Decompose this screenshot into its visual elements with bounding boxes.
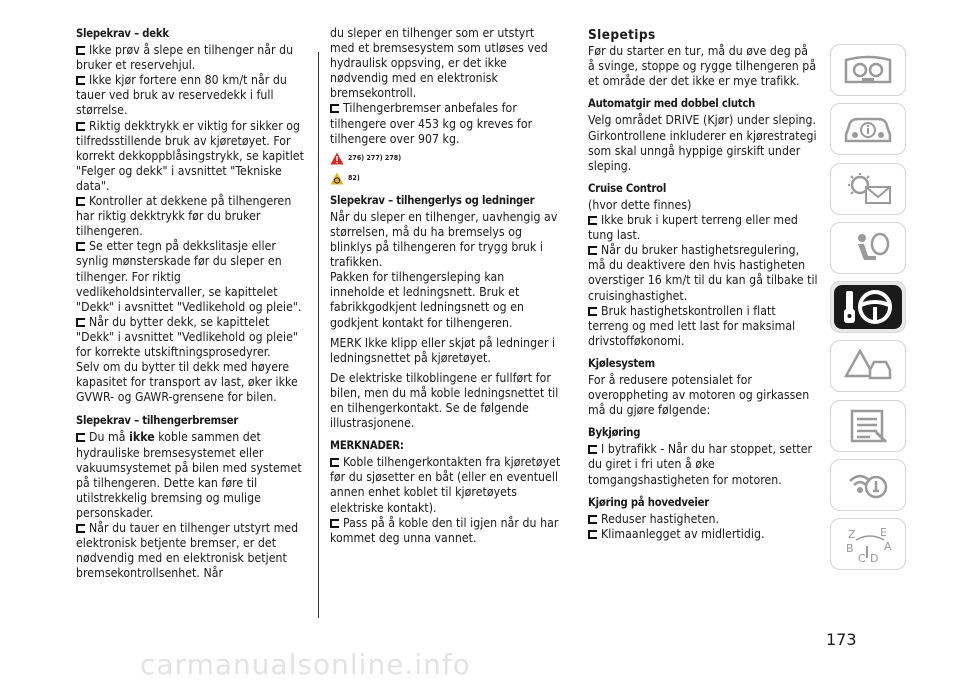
paragraph: Pakken for tilhengersleping kan inneholde et ledningsnett. Bruk et fabrikkgodkjent ledningsnett og en godkjent kontakt for tilhengeren. (330, 270, 524, 330)
page-number: 173 (826, 630, 857, 649)
page-title: Slepetips (588, 27, 656, 43)
bullet-item: Pass på å koble den til igjen når du har kommet deg unna vannet. (330, 515, 559, 545)
tab-maintenance[interactable] (830, 400, 906, 452)
paragraph: Før du starter en tur, må du øve deg på å svinge, stoppe og rygge tilhengeren på et område der det ikke er mye trafikk. (588, 44, 817, 89)
multimedia-wireless-icon (840, 467, 896, 503)
key-steering-wheel-icon (840, 287, 896, 327)
warning-triangle-car-icon (840, 348, 896, 384)
bullet-item: Bruk hastighetskontrollen i flatt terreng og med lett last for maksimal drivstofføkonomi. (588, 303, 796, 348)
bullet-icon (588, 445, 597, 454)
section-heading: Kjølesystem (588, 356, 655, 370)
tab-emergency[interactable] (830, 340, 906, 392)
paragraph: MERK Ikke klipp eller skjøt på ledninger i ledningsnettet på kjøretøyet. (330, 335, 556, 365)
paragraph: De elektriske tilkoblingene er fullført for bilen, men du må koble ledningsnettet til en tilhengerkontakt. Se de følgende illustrasjonene. (330, 370, 559, 431)
section-heading: Bykjøring (588, 426, 641, 440)
bullet-icon (330, 104, 339, 113)
bullet-icon (76, 433, 85, 442)
bullet-icon (76, 46, 85, 55)
column-1 (76, 26, 304, 581)
caution-triangle-icon (330, 172, 344, 185)
bullet-icon (588, 515, 597, 524)
bullet-icon (588, 530, 597, 539)
column-3 (588, 28, 818, 542)
caution-reference: 82) (330, 171, 562, 187)
tab-index[interactable] (830, 518, 906, 570)
danger-triangle-icon (330, 152, 344, 165)
watermark-text: carmanualsonline.info (140, 648, 471, 681)
bullet-item: Reduser hastigheten. (588, 512, 818, 527)
bullet-item: Riktig dekktrykk er viktig for sikker og tilfredsstillende bruk av kjøretøyet. For korrekt dekkoppblåsingstrykk, se kapitlet "Felger og dekk" i avsnittet "Tekniske data". (76, 118, 304, 193)
bullet-icon (76, 122, 85, 131)
car-info-icon (840, 111, 896, 147)
bullet-item: Når du tauer en tilhenger utstyrt med elektronisk betjente bremser, er det nødvendig med en elektronisk betjent bremsekontrollsenhet. Når (76, 521, 299, 581)
section-heading: Slepekrav – tilhengerbremser (76, 414, 239, 428)
section-heading: Automatgir med dobbel clutch (588, 97, 756, 111)
bullet-icon (76, 318, 85, 327)
dashboard-icon (840, 52, 896, 88)
bullet-item: Når du bytter dekk, se kapittelet "Dekk" i avsnittet "Vedlikehold og pleie" for korrekte utskiftningsprosedyrer. (76, 314, 299, 359)
tab-car-info[interactable] (830, 103, 906, 155)
tab-safety[interactable] (830, 222, 906, 274)
svg-text:Z: Z (848, 528, 856, 542)
svg-text:D: D (870, 552, 879, 565)
bullet-item: Du må ikke koble sammen det hydrauliske bremsesystemet eller vakuumsystemet på bilen med systemet på tilhengeren. Dette kan føre til utilstrekkelig bremsing og mulige personskader. (76, 430, 302, 520)
maintenance-list-icon (840, 408, 896, 444)
svg-text:C: C (858, 552, 866, 565)
lights-mail-icon (840, 171, 896, 207)
svg-text:A: A (884, 540, 892, 554)
bullet-item: Klimaanlegget av midlertidig. (588, 527, 818, 542)
section-heading: Slepekrav – tilhengerlys og ledninger (330, 193, 535, 207)
bullet-item: Ikke prøv å slepe en tilhenger når du bruker et reservehjul. (76, 43, 294, 73)
bullet-icon (588, 246, 597, 255)
section-heading: MERKNADER: (330, 439, 404, 453)
column-2 (330, 26, 562, 546)
bullet-item: Tilhengerbremser anbefales for tilhengere over 453 kg og kreves for tilhengere over 907 kg. (330, 101, 533, 146)
bullet-item: Koble tilhengerkontakten fra kjøretøyet før du sjøsetter en båt (eller en eventuell annen enhet koblet til kjøretøyets elektriske kontakt). (330, 455, 561, 515)
bullet-icon (588, 307, 597, 316)
tab-starting-driving[interactable] (830, 281, 906, 333)
bullet-item: I bytrafikk - Når du har stoppet, setter du giret i fri uten å øke tomgangshastigheten for motoren. (588, 442, 813, 487)
bullet-icon (330, 458, 339, 467)
airbag-person-icon (840, 230, 896, 266)
paragraph: (hvor dette finnes) (588, 197, 692, 212)
paragraph: Når du sleper en tilhenger, uavhengig av størrelsen, må du ha bremselys og blinklys på tilhengeren for trygg bruk i trafikken. (330, 209, 558, 270)
bullet-item: Kontroller at dekkene på tilhengeren har riktig dekktrykk før du bruker tilhengeren. (76, 194, 292, 239)
paragraph: For å redusere potensialet for overoppheting av motoren og girkassen må du gjøre følgende: (588, 372, 810, 418)
warning-reference: 276) 277) 278) (330, 151, 562, 167)
bullet-icon (330, 519, 339, 528)
bullet-icon (588, 216, 597, 225)
bullet-item: Ikke kjør fortere enn 80 km/t når du tauer ved bruk av reservedekk i full størrelse. (76, 73, 287, 118)
alphabet-index-icon (840, 524, 896, 564)
section-heading: Kjøring på hovedveier (588, 495, 710, 509)
bullet-item: Ikke bruk i kupert terreng eller med tung last. (588, 213, 798, 243)
column-divider (318, 52, 319, 618)
tab-multimedia[interactable] (830, 459, 906, 511)
svg-text:E: E (880, 526, 887, 540)
bullet-item: Når du bruker hastighetsregulering, må du deaktivere den hvis hastigheten overstiger 16 km/t til du kan gå tilbake til cruisinghastighet. (588, 243, 818, 303)
bullet-icon (76, 242, 85, 251)
section-heading: Slepekrav – dekk (76, 27, 169, 40)
section-heading: Cruise Control (588, 181, 667, 195)
paragraph: Selv om du bytter til dekk med høyere kapasitet for transport av last, øker ikke GVWR- og GAWR-grensene for bilen. (76, 360, 298, 405)
bullet-icon (76, 76, 85, 85)
paragraph: Velg området DRIVE (Kjør) under sleping. Girkontrollene inkluderer en kjørestrategi som skal unngå hyppige girskift under sleping. (588, 113, 817, 173)
bullet-icon (76, 197, 85, 206)
paragraph: du sleper en tilhenger som er utstyrt med et bremsesystem som utløses ved hydraulisk oppsving, er det ikke nødvendig med en elektronisk bremsekontroll. (330, 26, 548, 101)
svg-text:B: B (846, 542, 854, 556)
chapter-tab-bar (830, 44, 906, 578)
bullet-icon (76, 524, 85, 533)
tab-dashboard[interactable] (830, 44, 906, 96)
tab-lights-messages[interactable] (830, 163, 906, 215)
bullet-item: Se etter tegn på dekkslitasje eller synlig mønsterskade før du sleper en tilhenger. For riktig vedlikeholdsintervaller, se kapittelet "Dekk" i avsnittet "Vedlikehold og pleie". (76, 239, 302, 314)
